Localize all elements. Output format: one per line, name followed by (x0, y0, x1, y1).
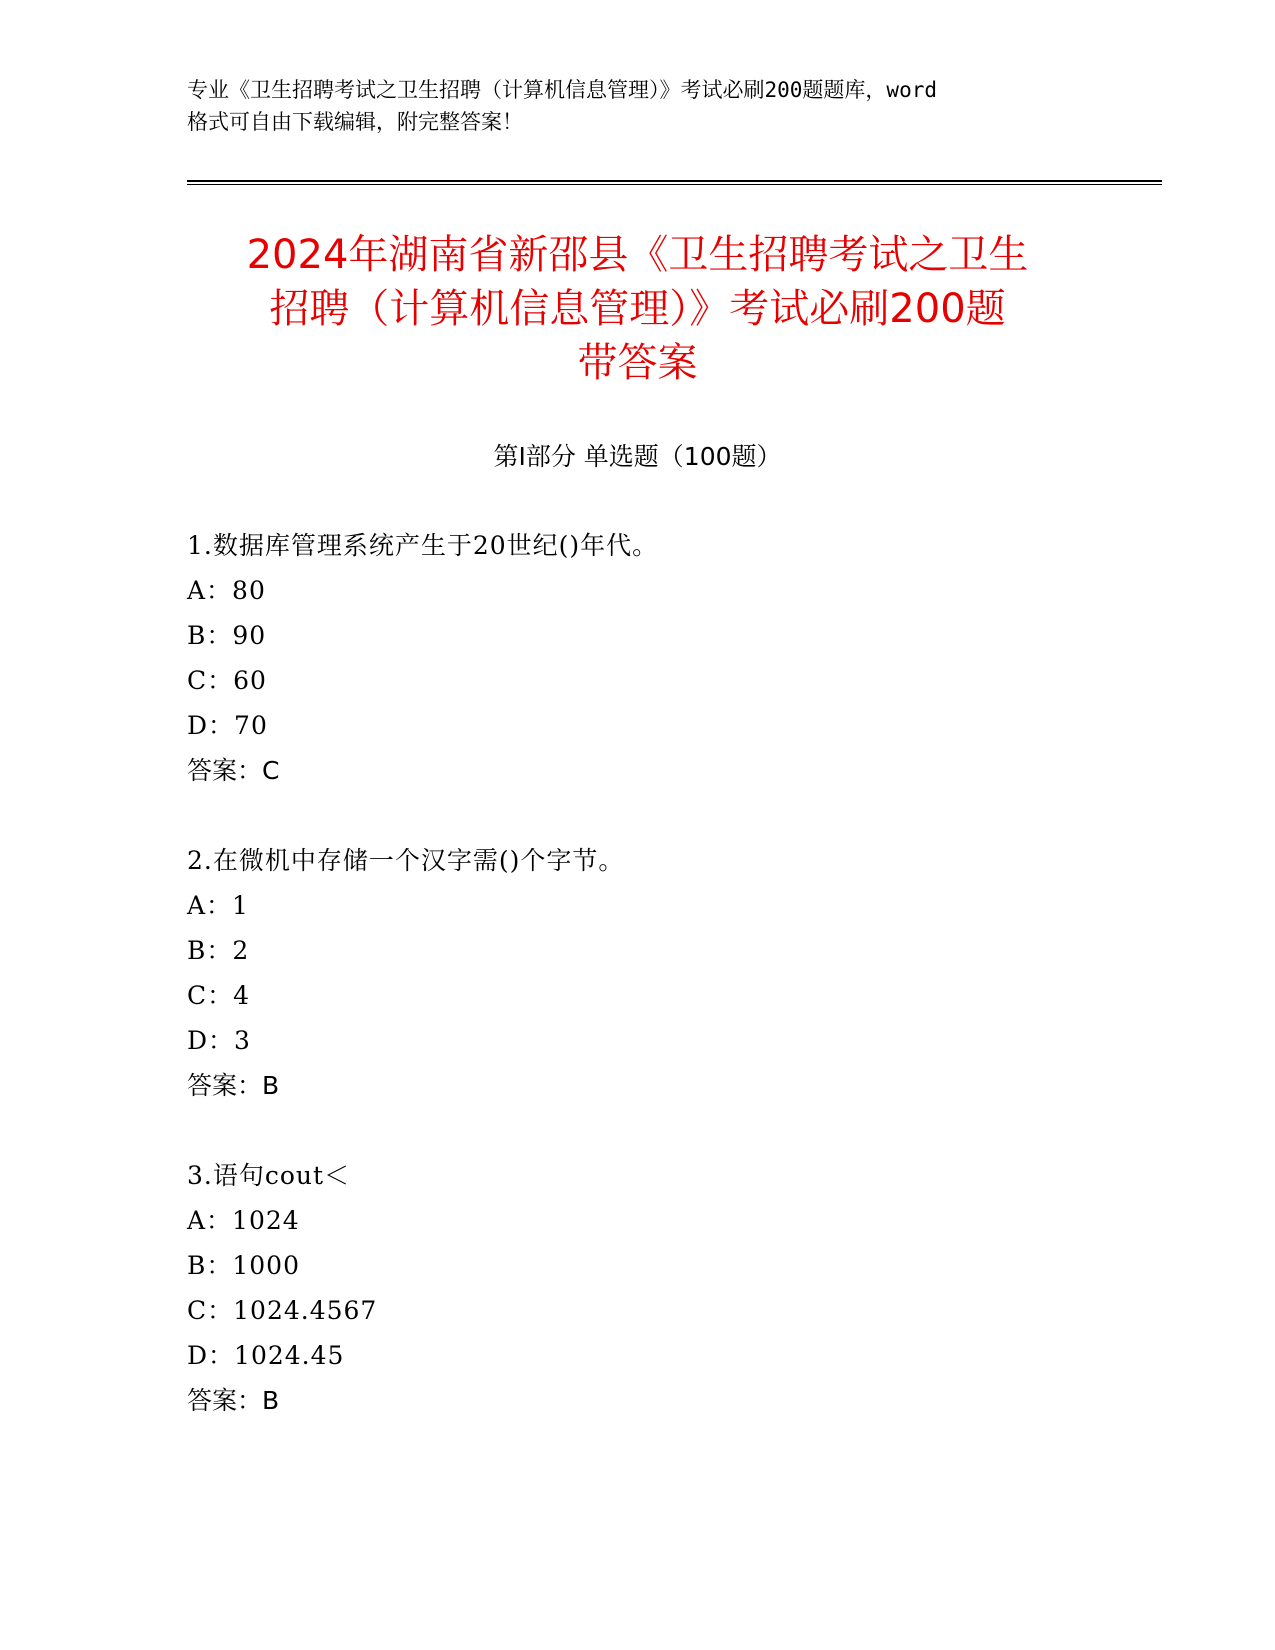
header-rule-thin (187, 184, 1162, 185)
option-d: D：70 (187, 711, 268, 740)
title-line-1: 2024年湖南省新邵县《卫生招聘考试之卫生 (246, 232, 1029, 278)
section-title: 第Ⅰ部分 单选题（100题） (493, 442, 782, 471)
option-c: C：4 (187, 981, 251, 1010)
title-line-2: 招聘（计算机信息管理）》考试必刷200题 (269, 286, 1006, 332)
header-note (187, 74, 1087, 138)
option-c: C：1024.4567 (187, 1296, 378, 1325)
document-title (150, 228, 1125, 390)
option-b: B：1000 (187, 1251, 300, 1280)
option-b: B：2 (187, 936, 250, 965)
question-1 (187, 530, 1087, 800)
option-a: A：1 (187, 891, 249, 920)
question-stem: 2.在微机中存储一个汉字需()个字节。 (187, 846, 625, 875)
question-3 (187, 1160, 1087, 1430)
header-rule-thick (187, 180, 1162, 182)
title-line-3: 带答案 (577, 340, 698, 386)
option-d: D：3 (187, 1026, 251, 1055)
question-2 (187, 845, 1087, 1115)
answer: 答案：B (187, 1386, 280, 1415)
option-b: B：90 (187, 621, 267, 650)
option-a: A：80 (187, 576, 266, 605)
question-list (187, 530, 1087, 1475)
question-stem: 3.语句cout＜ (187, 1161, 351, 1190)
option-a: A：1024 (187, 1206, 300, 1235)
answer: 答案：B (187, 1071, 280, 1100)
question-stem: 1.数据库管理系统产生于20世纪()年代。 (187, 531, 659, 560)
option-c: C：60 (187, 666, 267, 695)
header-note-line-1: 专业《卫生招聘考试之卫生招聘（计算机信息管理）》考试必刷200题题库，word (187, 78, 937, 102)
answer: 答案：C (187, 756, 280, 785)
header-note-line-2: 格式可自由下载编辑，附完整答案！ (187, 110, 523, 134)
option-d: D：1024.45 (187, 1341, 345, 1370)
